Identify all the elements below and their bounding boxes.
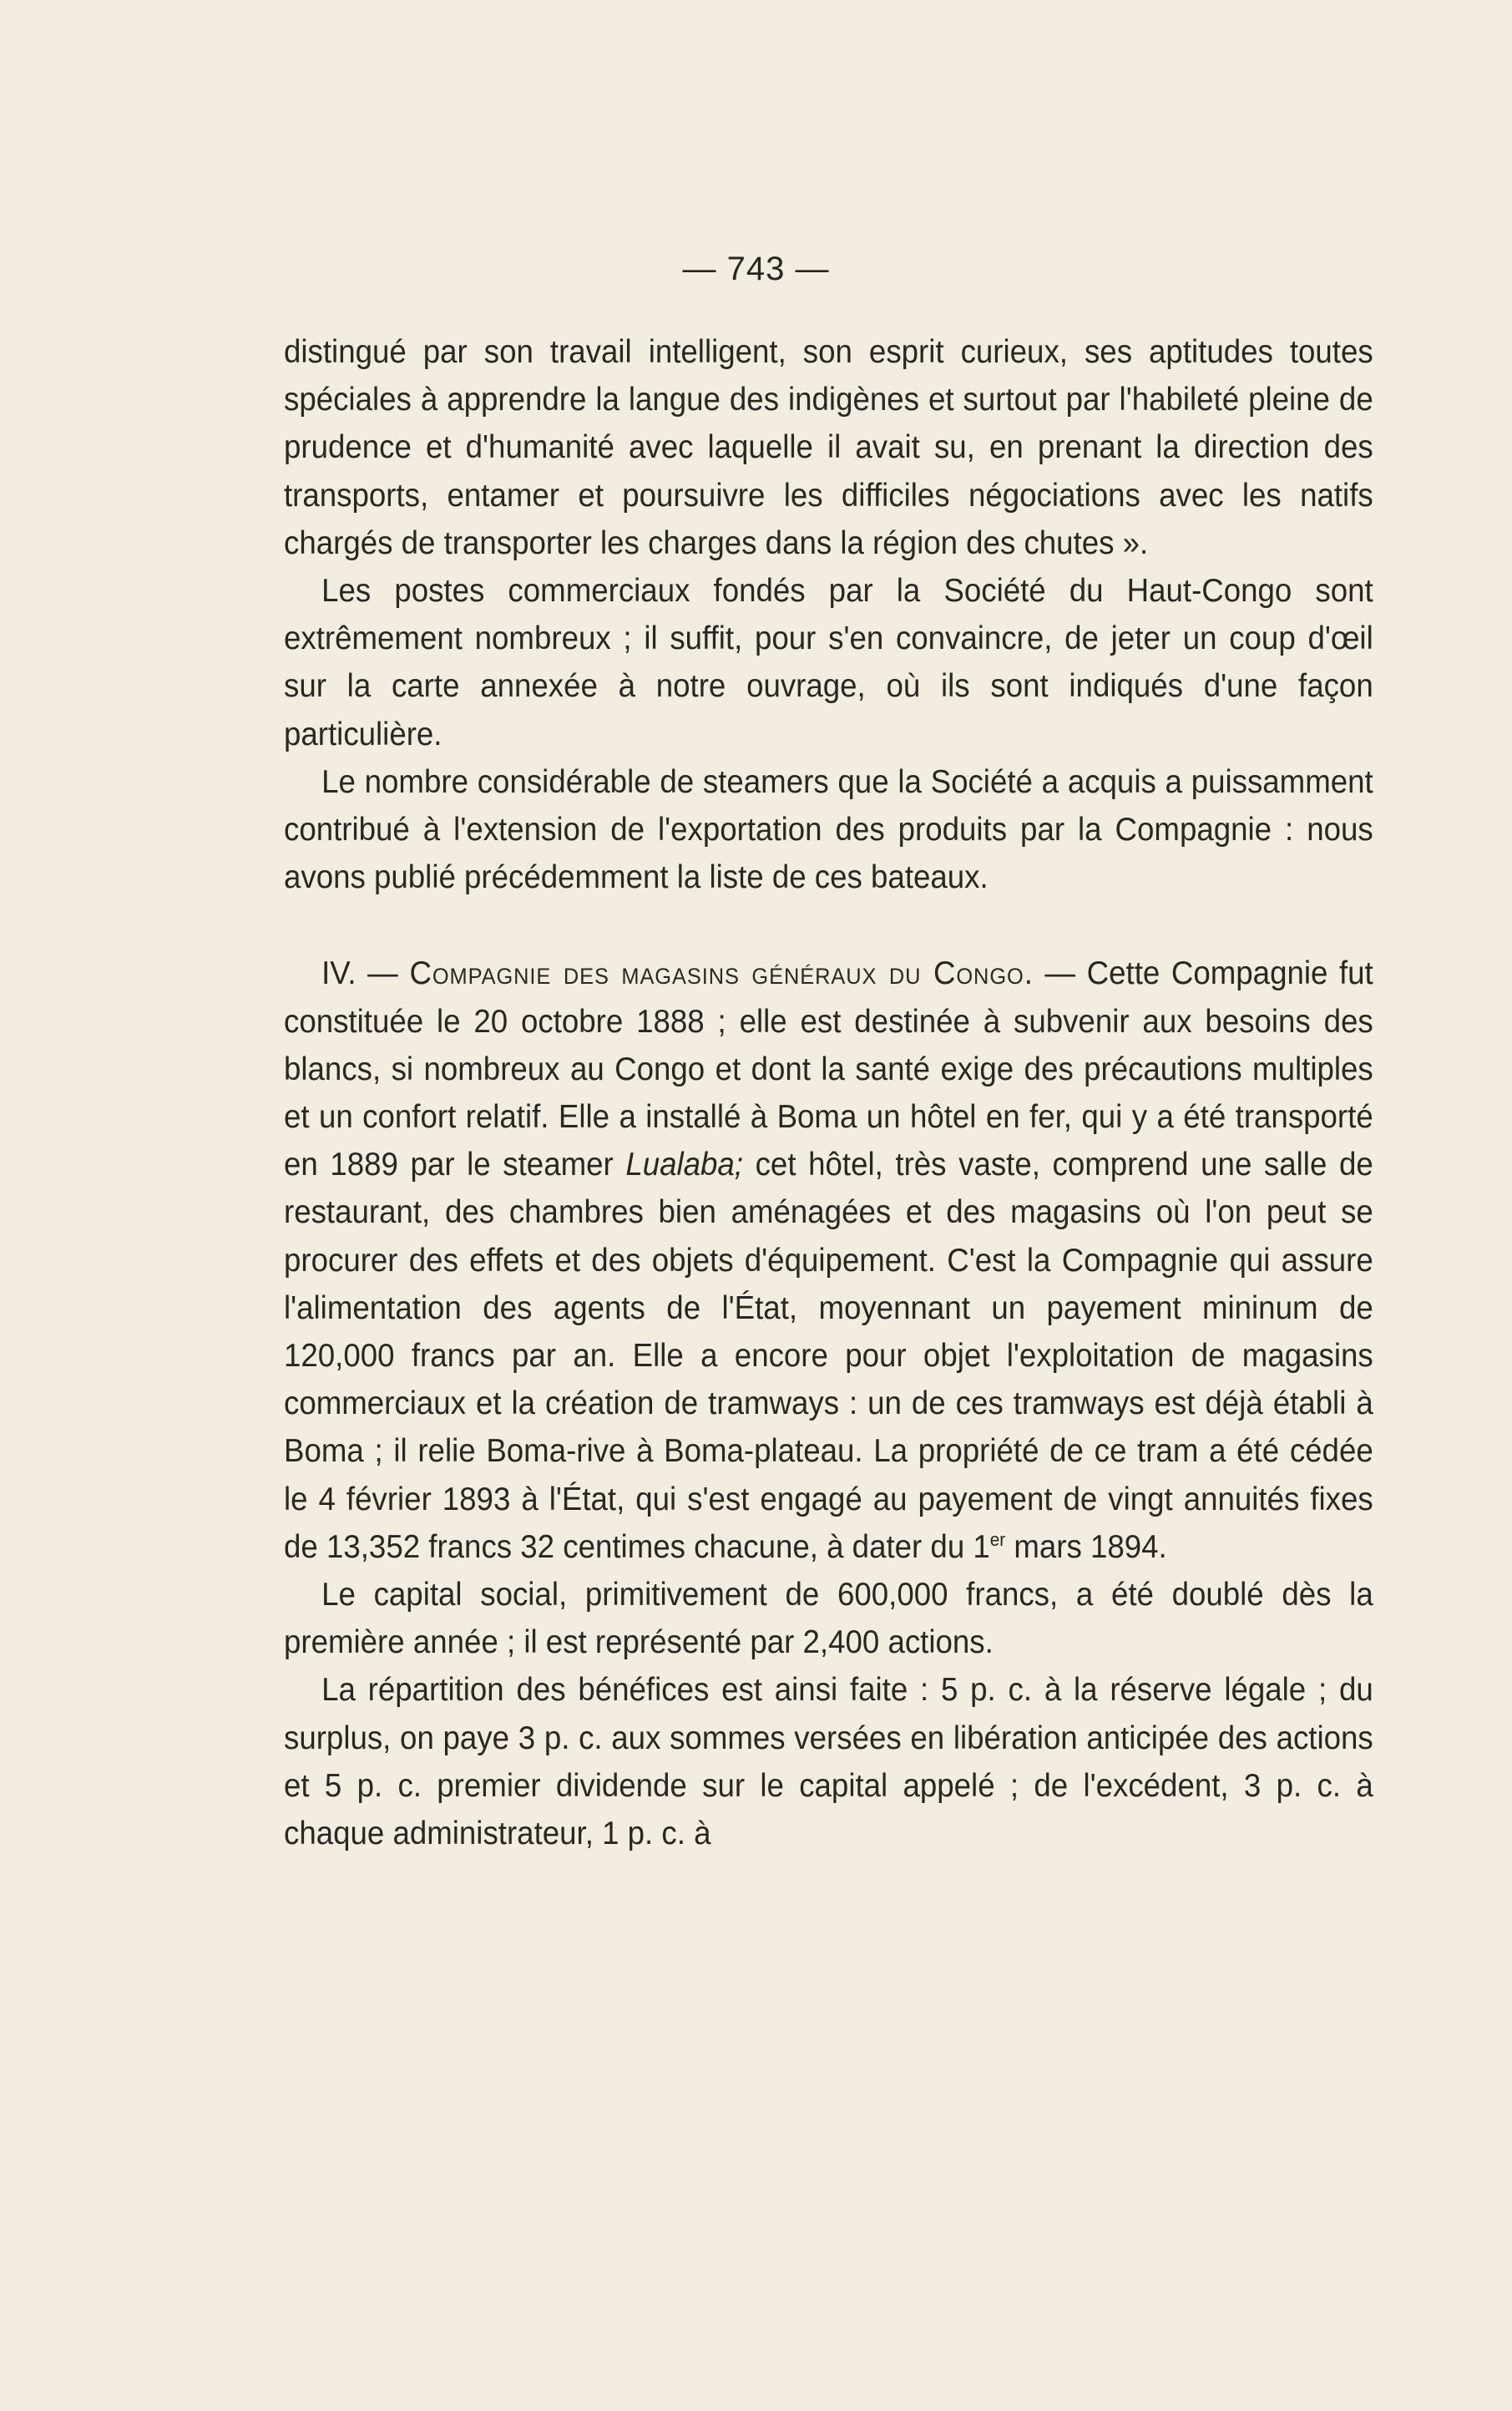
ordinal-superscript: er — [989, 1528, 1006, 1550]
section-dash: — — [356, 955, 410, 992]
page-number: — 743 — — [682, 251, 830, 287]
section-number: IV. — [321, 955, 357, 992]
section-body-text: cet hôtel, très vaste, comprend une salle de restaurant, des chambres bien aménagées et des magasins où l'on peut se procurer des effets et des objets d'équipement. C'est la Compagnie qui assure l'alimentation des agents de l'État, moyennant un payement mininum de 120,000 francs par an. Elle a encore pour objet l'exploitation de magasins commerciaux et la création de tramways : un de ces tramways est déjà établi à Boma ; il relie Boma-rive à Boma-plateau. La propriété de ce tram a été cédée le 4 février 1893 à l'État, qui s'est engagé au payement de vingt annuités fixes de 13,352 francs 32 centimes chacune, à dater du 1 — [284, 1147, 1373, 1565]
paragraph-trading-posts: Les postes commerciaux fondés par la Société du Haut-Congo sont extrêmement nombreux ; il suffit, pour s'en convaincre, de jeter un coup d'œil sur la carte annexée à notre ouvrage, où ils sont indiqués d'une façon particulière. — [284, 573, 1373, 752]
paragraph-capital: Le capital social, primitivement de 600,000 francs, a été doublé dès la première année ; il est représenté par 2,400 actions. — [284, 1577, 1373, 1661]
section-title: Compagnie des magasins généraux du Congo. — [409, 955, 1034, 992]
section-date-text: mars 1894. — [1005, 1528, 1167, 1565]
paragraph-steamers: Le nombre considérable de steamers que la Société a acquis a puissamment contribué à l'extension de l'exportation des produits par la Compagnie : nous avons publié précédemment la liste de ces bateaux. — [284, 763, 1373, 896]
steamer-name: Lualaba; — [625, 1147, 743, 1183]
paragraph-continuation: distingué par son travail intelligent, son esprit curieux, ses aptitudes toutes spéciales à apprendre la langue des indigènes et surtout par l'habileté pleine de prudence et d'humanité avec laquelle il avait su, en prenant la direction des transports, entamer et poursuivre les difficiles négociations avec les natifs chargés de transporter les charges dans la région des chutes ». — [284, 334, 1373, 561]
section-spacer — [284, 901, 1373, 950]
section-iv-paragraph — [284, 950, 1373, 1571]
paragraph-profit-distribution: La répartition des bénéfices est ainsi faite : 5 p. c. à la réserve légale ; du surplus, on paye 3 p. c. aux sommes versées en libération anticipée des actions et 5 p. c. premier dividende sur le capital appelé ; de l'excédent, 3 p. c. à chaque administrateur, 1 p. c. à — [284, 1672, 1373, 1852]
body-text — [284, 328, 1373, 1857]
section-intro-text: — Cette Compagnie fut constituée le 20 octobre 1888 ; elle est destinée à subvenir aux besoins des blancs, si nombreux au Congo et dont la santé exige des précautions multiples et un confort relatif. Elle a installé à Boma un hôtel en fer, qui y a été transporté en 1889 par le steamer — [284, 955, 1373, 1183]
